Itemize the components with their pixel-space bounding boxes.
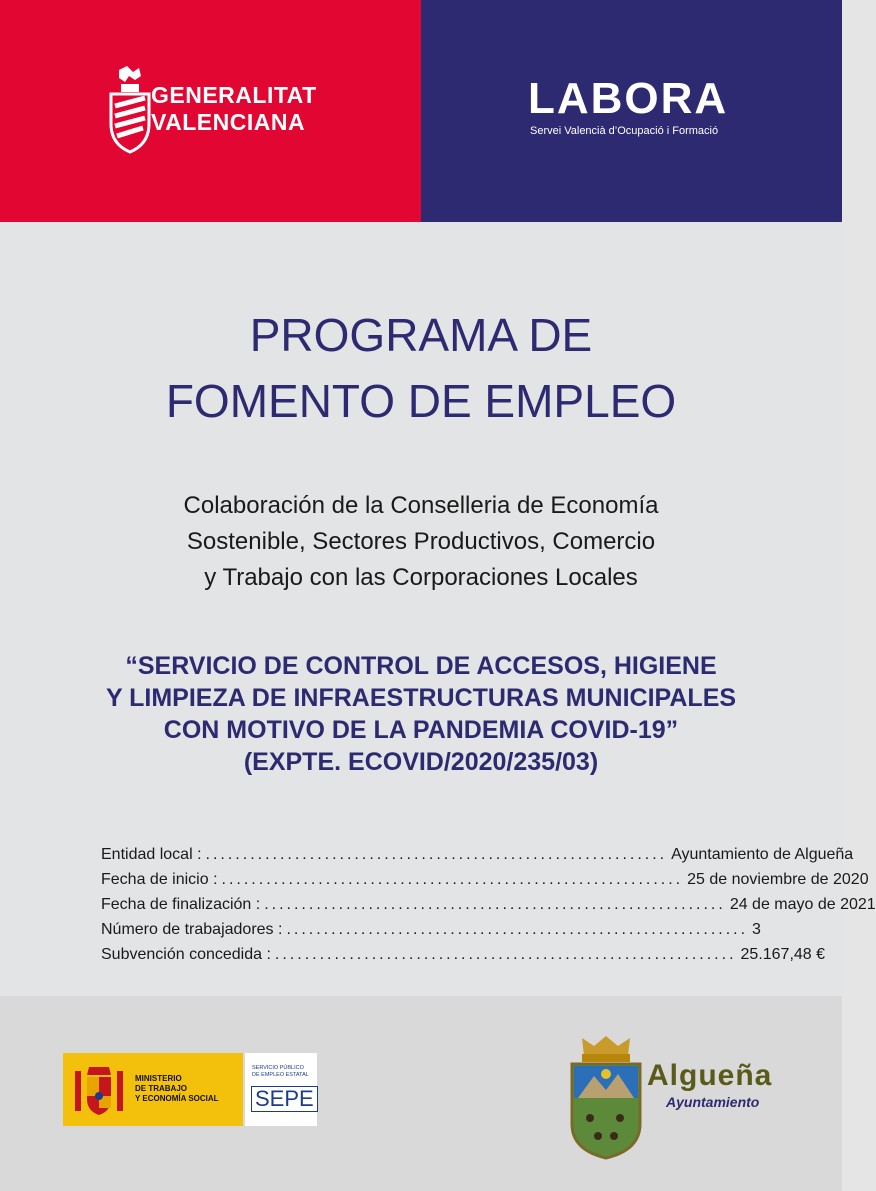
generalitat-wordmark [151, 82, 317, 136]
subtitle-line3: y Trabajo con las Corporaciones Locales [204, 564, 638, 591]
detail-value: 25 de noviembre de 2020 [687, 871, 869, 888]
detail-row [101, 917, 761, 942]
ministerio-line2: DE TRABAJO [135, 1084, 188, 1093]
sepe-logo [245, 1053, 317, 1126]
detail-row [101, 942, 826, 967]
generalitat-panel [0, 0, 421, 222]
ministerio-text [135, 1074, 219, 1104]
sepe-caption [252, 1065, 309, 1079]
title-line2: FOMENTO DE EMPLEO [165, 375, 677, 427]
project-title [0, 650, 842, 778]
subtitle-line1: Colaboración de la Conselleria de Economía [183, 492, 659, 519]
ministerio-logo [63, 1053, 243, 1126]
dot-leader: .............................................................. [286, 921, 749, 938]
labora-title: LABORA [528, 74, 729, 123]
dot-leader: .............................................................. [264, 896, 726, 913]
detail-row [101, 842, 854, 867]
labora-subtitle: Servei Valencià d’Ocupació i Formació [530, 125, 719, 137]
detail-value: 25.167,48 € [740, 946, 826, 963]
detail-value: 3 [752, 921, 761, 938]
project-line3: CON MOTIVO DE LA PANDEMIA COVID-19” [163, 716, 679, 744]
algueña-subtitle: Ayuntamiento [666, 1094, 760, 1110]
page-subtitle [0, 488, 842, 596]
page-title [0, 302, 842, 434]
spain-coat-of-arms-icon [73, 1063, 125, 1118]
ministerio-line3: Y ECONOMÍA SOCIAL [135, 1094, 219, 1103]
algueña-name: Algueña [647, 1059, 773, 1092]
sepe-caption-line2: DE EMPLEO ESTATAL [252, 1072, 309, 1078]
detail-value: 24 de mayo de 2021 [729, 896, 876, 913]
detail-label: Fecha de finalización : [101, 896, 261, 913]
detail-label: Fecha de inicio : [101, 871, 218, 888]
sepe-wordmark: SEPE [251, 1086, 318, 1112]
detail-value: Ayuntamiento de Algueña [671, 846, 854, 863]
project-line1: “SERVICIO DE CONTROL DE ACCESOS, HIGIENE [125, 652, 717, 680]
dot-leader: .............................................................. [221, 871, 684, 888]
project-line4: (EXPTE. ECOVID/2020/235/03) [243, 748, 599, 776]
detail-row [101, 867, 869, 892]
detail-label: Número de trabajadores : [101, 921, 283, 938]
sepe-caption-line1: SERVICIO PÚBLICO [252, 1065, 304, 1071]
project-line2: Y LIMPIEZA DE INFRAESTRUCTURAS MUNICIPALES [105, 684, 737, 712]
algueña-shield-icon [568, 1032, 644, 1160]
generalitat-line1: GENERALITAT [151, 82, 317, 108]
dot-leader: .............................................................. [205, 846, 668, 863]
ministerio-line1: MINISTERIO [135, 1074, 182, 1083]
detail-label: Entidad local : [101, 846, 202, 863]
detail-row [101, 892, 876, 917]
detail-label: Subvención concedida : [101, 946, 271, 963]
generalitat-crest-icon [105, 66, 155, 154]
title-line1: PROGRAMA DE [249, 309, 593, 361]
details-list [101, 842, 876, 967]
subtitle-line2: Sostenible, Sectores Productivos, Comercio [186, 528, 656, 555]
header [0, 0, 842, 222]
generalitat-line2: VALENCIANA [151, 109, 306, 135]
dot-leader: .............................................................. [274, 946, 737, 963]
